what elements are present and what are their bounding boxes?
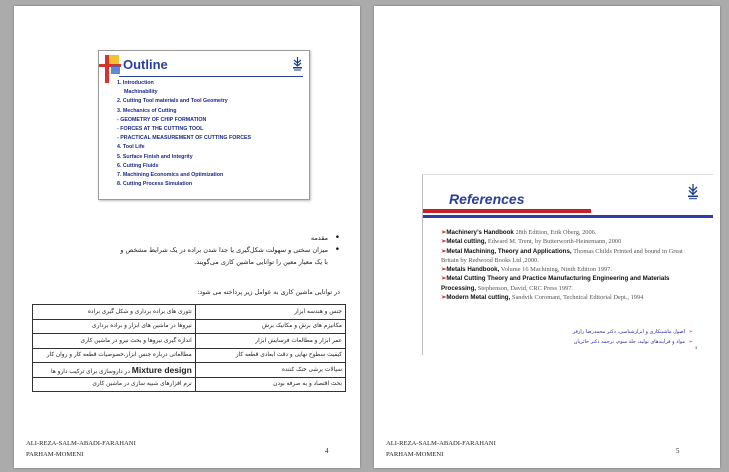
- table-cell: کیفیت سطوح نهایی و دقت ابعادی قطعه کار: [195, 348, 345, 363]
- farsi-reference-item: ➢ اصول ماشینکاری و ابزارشناسی، دکتر محمدرضا رازفر: [463, 327, 693, 337]
- reference-details: 28th Edition, Erik Oberg, 2006.: [513, 229, 597, 236]
- references-slide: [422, 174, 713, 355]
- factors-table: [32, 304, 346, 392]
- intro-bullets: [44, 232, 340, 268]
- outline-item: 7. Machining Economics and Optimization: [117, 172, 224, 179]
- document-page-4: [14, 6, 360, 468]
- reference-details: Stephenson, David, CRC Press 1997.: [476, 284, 574, 292]
- table-row: [33, 305, 346, 320]
- author-name-2: PARHAM-MOMENI: [386, 451, 444, 458]
- factors-intro: در توانایی ماشین کاری به عوامل زیر پرداخته می شود:: [197, 289, 340, 296]
- title-rule: [119, 76, 303, 77]
- outline-item: 3. Mechanics of Cutting: [117, 107, 177, 114]
- page-number: 5: [676, 447, 680, 455]
- outline-list: [117, 79, 307, 189]
- university-logo-icon: [292, 56, 303, 72]
- author-name-2: PARHAM-MOMENI: [26, 451, 84, 458]
- reference-details: Sandvik Coromant, Technical Editorial Dept., 1994: [510, 294, 644, 302]
- farsi-reference-item: ➢ مواد و فرایندهای تولید، جلد سوم، ترجمه دکتر حائریان: [463, 337, 693, 347]
- reference-title: Modern Metal cutting,: [446, 294, 511, 302]
- arrow-bullet-icon: ➢: [441, 229, 447, 236]
- outline-item: Machinability: [124, 89, 158, 96]
- table-row: [33, 334, 346, 349]
- page-number: 4: [325, 447, 329, 455]
- arrow-bullet-icon: ➢: [441, 238, 447, 246]
- table-row: [33, 319, 346, 334]
- table-cell: نیروها در ماشین های ابزار و براده برداری: [33, 319, 196, 334]
- outline-item: - PRACTICAL MEASUREMENT OF CUTTING FORCES: [117, 135, 252, 142]
- reference-title: Metal cutting,: [446, 238, 487, 246]
- table-cell: عمر ابزار و مطالعات فرسایش ابزار: [195, 334, 345, 349]
- author-footer: [26, 438, 136, 460]
- english-term: Mixture design: [131, 364, 192, 375]
- arrow-bullet-icon: ➢: [441, 275, 447, 283]
- arrow-bullet-icon: ➢: [441, 266, 447, 274]
- table-row: [33, 377, 346, 392]
- reference-item: [441, 228, 701, 237]
- title-bar-blue: [423, 215, 713, 218]
- arrow-bullet-icon: ➢: [441, 294, 447, 302]
- table-cell: مطالعاتی درباره جنس ابزار،خصوصیات قطعه کار و روان کار: [33, 348, 196, 363]
- references-title: References: [449, 191, 525, 207]
- reference-item: [441, 265, 701, 274]
- title-bar-red: [423, 209, 591, 213]
- references-list: [441, 228, 701, 302]
- outline-item: 2. Cutting Tool materials and Tool Geometry: [117, 98, 228, 105]
- reference-item: [441, 247, 701, 266]
- table-cell: اندازه گیری نیروها و بحث نیرو در ماشین کاری: [33, 334, 196, 349]
- reference-details: Edward M. Trent, by Butterworth-Heinemann, 2000: [486, 238, 622, 246]
- reference-item: [441, 237, 701, 246]
- bullet-item: • میزان سختی و سهولت شکل‌گیری یا جدا شدن براده در یک شرایط مشخص و: [44, 244, 340, 256]
- bullet-item: • مقدمه: [44, 232, 340, 244]
- table-cell-text: در داروسازی برای ترکیب دارو ها: [51, 368, 130, 375]
- reference-title: Machinery’s Handbook: [446, 229, 514, 236]
- author-name-1: ALI-REZA-SALM-ABADI-FARAHANI: [386, 440, 496, 447]
- farsi-references: [463, 327, 693, 347]
- table-cell: تئوری های براده برداری و شکل گیری براده: [33, 305, 196, 320]
- outline-item: 4. Tool Life: [117, 144, 145, 151]
- table-cell: [33, 363, 196, 378]
- reference-details: Thomas Childs Printed and bound in Great Britain by Redwood Books Ltd ,2000.: [441, 247, 683, 264]
- table-cell: مکانیزم های برش و مکانیک برش: [195, 319, 345, 334]
- bullet-continuation: با یک معیار معین را توانایی ماشین کاری می‌گویند.: [194, 258, 328, 266]
- table-cell: سیالات برشی خنک کننده: [195, 363, 345, 378]
- outline-item: - GEOMETRY OF CHIP FORMATION: [117, 116, 207, 123]
- outline-item: 6. Cutting Fluids: [117, 162, 159, 169]
- outline-title: Outline: [123, 57, 168, 72]
- outline-item: 1. Introduction: [117, 80, 154, 86]
- university-logo-icon: [687, 183, 699, 201]
- reference-title: Metals Handbook,: [446, 266, 500, 274]
- reference-item: [441, 293, 701, 302]
- outline-item: - FORCES AT THE CUTTING TOOL: [117, 126, 204, 133]
- table-cell: نرم افزارهای شبیه سازی در ماشین کاری: [33, 377, 196, 392]
- table-cell: بحث اقتصاد و به صرفه بودن: [195, 377, 345, 392]
- slide-decoration: [111, 65, 120, 74]
- outline-item: 5. Surface Finish and Integrity: [117, 153, 193, 160]
- reference-title: Metal Machining, Theory and Applications,: [446, 247, 572, 255]
- table-cell: جنس و هندسه ابزار: [195, 305, 345, 320]
- arrow-bullet-icon: ➢: [441, 247, 447, 255]
- document-page-5: [374, 6, 720, 468]
- table-row: [33, 348, 346, 363]
- slide-number: 3: [695, 345, 698, 350]
- reference-item: [441, 274, 701, 293]
- reference-details: Volume 16 Machining, Ninth Edition 1997.: [499, 266, 612, 274]
- author-footer: [386, 438, 496, 460]
- reference-title: Metal Cutting Theory and Practice Manufacturing Engineering and Materials Processing,: [441, 275, 670, 292]
- outline-slide: [98, 50, 310, 200]
- slide-decoration: [105, 55, 109, 83]
- table-row: [33, 363, 346, 378]
- author-name-1: ALI-REZA-SALM-ABADI-FARAHANI: [26, 440, 136, 447]
- outline-item: 8. Cutting Process Simulation: [117, 181, 193, 188]
